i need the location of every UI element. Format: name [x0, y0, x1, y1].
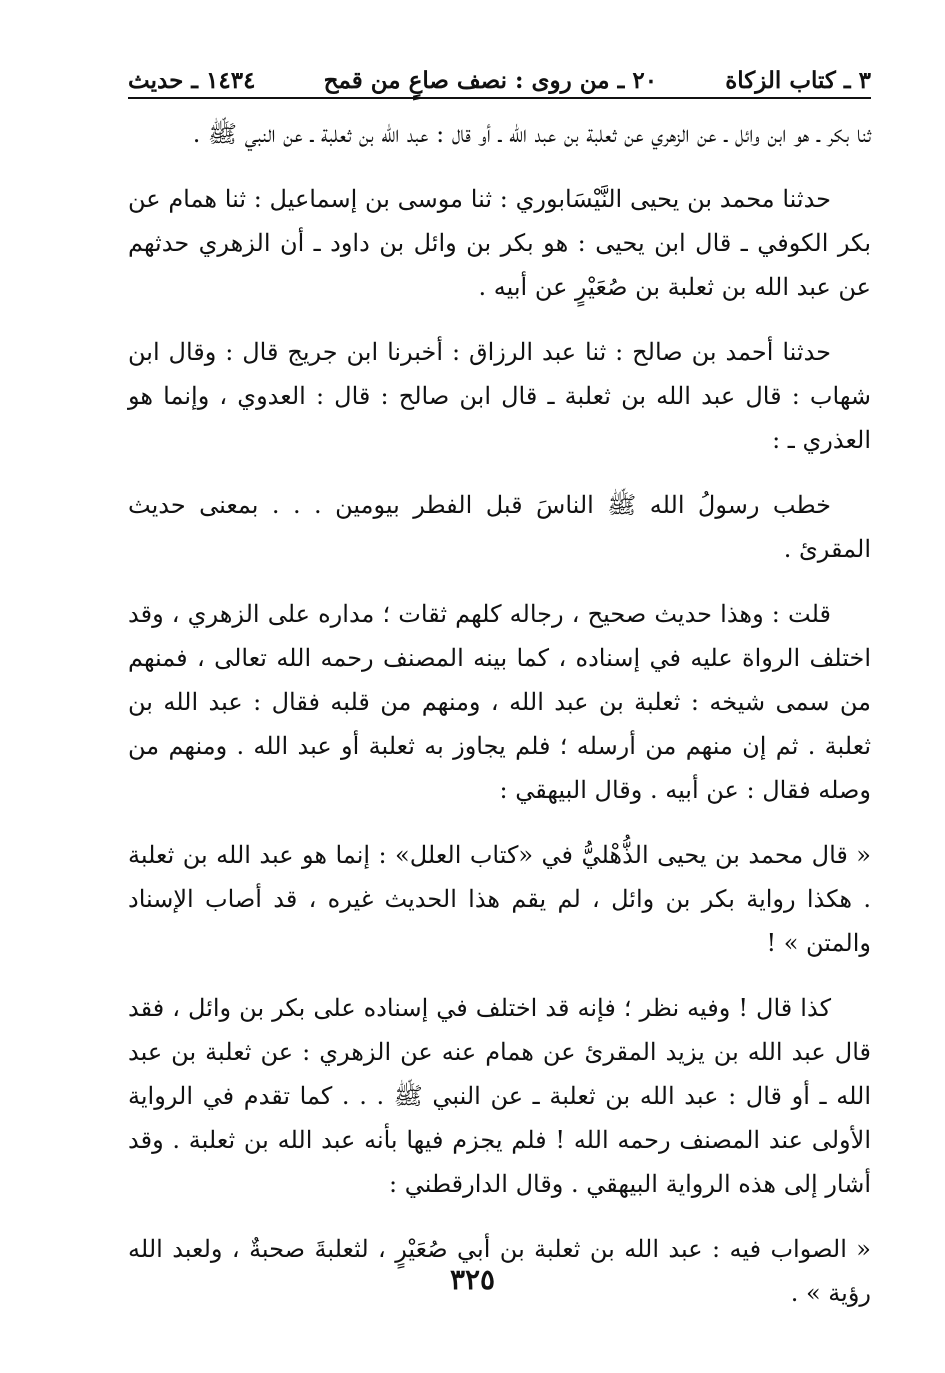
- header-divider: [128, 97, 871, 99]
- header-hadith-number: ١٤٣٤ ـ حديث: [128, 67, 256, 94]
- header-chapter: ٣ ـ كتاب الزكاة: [725, 67, 871, 94]
- paragraph-4: خطب رسولُ الله ﷺ الناسَ قبل الفطر بيومين . . . بمعنى حديث المقرئ .: [128, 491, 871, 563]
- paragraph-5: قلت : وهذا حديث صحيح ، رجاله كلهم ثقات ؛ مداره على الزهري ، وقد اختلف الرواة عليه في إسناده ، كما بينه المصنف رحمه الله تعالى ، فمنهم من سمى شيخه : ثعلبة بن عبد الله ، ومنهم من قلبه فقال : عبد الله بن ثعلبة . ثم إن منهم من أرسله ؛ فلم يجاوز به ثعلبة أو عبد الله . ومنهم من وصله فقال : عن أبيه . وقال البيهقي :: [128, 600, 871, 804]
- paragraph-3: حدثنا أحمد بن صالح : ثنا عبد الرزاق : أخبرنا ابن جريج قال : وقال ابن شهاب : قال عبد الله بن ثعلبة ـ قال ابن صالح : قال : العدوي ، وإنما هو العذري ـ :: [128, 338, 871, 454]
- paragraph-7: كذا قال ! وفيه نظر ؛ فإنه قد اختلف في إسناده على بكر بن وائل ، فقد قال عبد الله بن يزيد المقرئ عن همام عنه عن الزهري : عن ثعلبة بن عبد الله ـ أو قال : عبد الله بن ثعلبة ـ عن النبي ﷺ . . . كما تقدم في الرواية الأولى عند المصنف رحمه الله ! فلم يجزم فيها بأنه عبد الله بن ثعلبة . وقد أشار إلى هذه الرواية البيهقي . وقال الدارقطني :: [128, 994, 871, 1198]
- page-number: ٣٢٥: [449, 1263, 496, 1296]
- running-header: [128, 58, 871, 92]
- page-body: [128, 112, 871, 1336]
- quote-1: « قال محمد بن يحيى الذُّهْليُّ في «كتاب العلل» : إنما هو عبد الله بن ثعلبة . هكذا رواية بكر بن وائل ، لم يقم هذا الحديث غيره ، قد أصاب الإسناد والمتن » !: [128, 841, 871, 957]
- header-section: ٢٠ ـ من روى : نصف صاعٍ من قمح: [323, 67, 658, 94]
- paragraph-2: حدثنا محمد بن يحيى النَّيْسَابوري : ثنا موسى بن إسماعيل : ثنا همام عن بكر الكوفي ـ قال ابن يحيى : هو بكر بن وائل بن داود ـ أن الزهري حدثهم عن عبد الله بن ثعلبة بن صُعَيْرٍ عن أبيه .: [128, 185, 871, 301]
- paragraph-1: ثنا بكر ـ هو ابن وائل ـ عن الزهري عن ثعلبة بن عبد الله ـ أو قال : عبد الله بن ثعلبة ـ عن النبي ﷺ .: [192, 120, 871, 148]
- quote-2: « الصواب فيه : عبد الله بن ثعلبة بن أبي صُعَيْرٍ ، لثعلبةَ صحبةٌ ، ولعبد الله رؤية » .: [128, 1235, 871, 1307]
